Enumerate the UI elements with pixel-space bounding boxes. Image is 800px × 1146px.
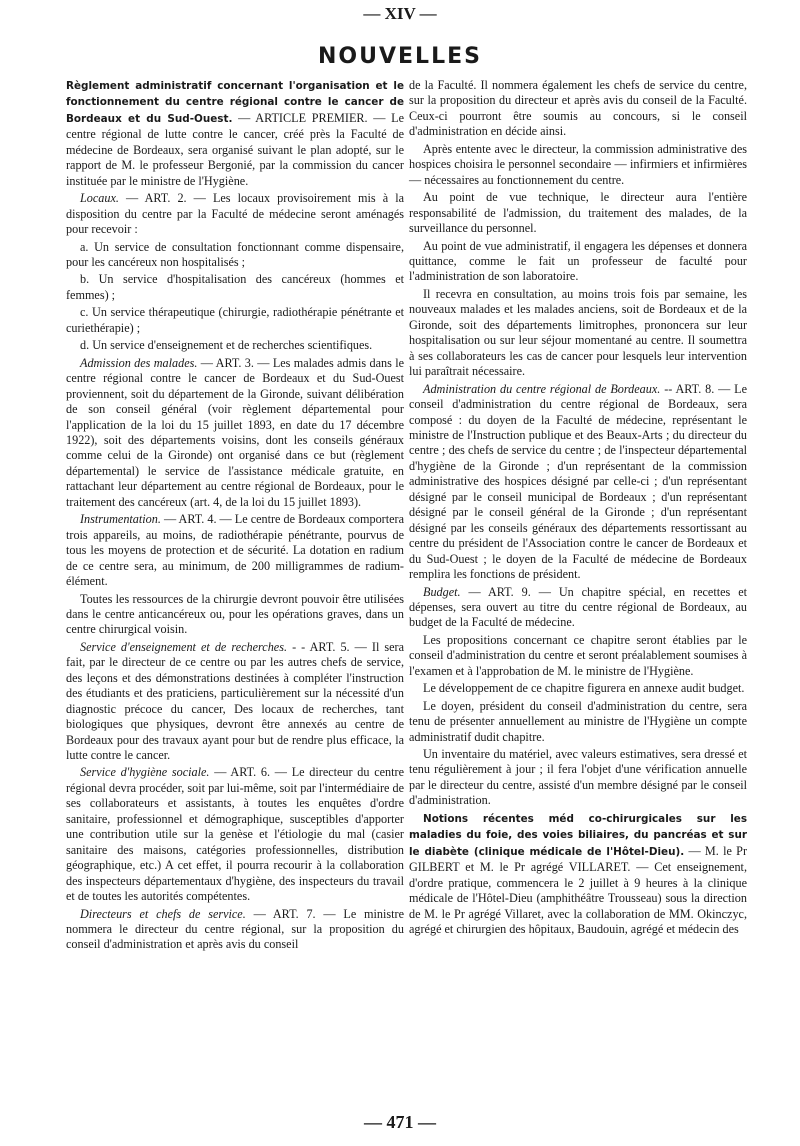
paragraph bbox=[66, 191, 404, 237]
paragraph: Toutes les ressources de la chirurgie devront pouvoir être utilisées dans le centre anticancéreux ou, pour les opérations graves, dans un centre chirurgical voisin. bbox=[66, 591, 404, 637]
paragraph: d. Un service d'enseignement et de recherches scientifiques. bbox=[80, 338, 373, 353]
paragraph bbox=[66, 512, 404, 589]
article-heading: Notions récentes méd co-chirurgicales sur les maladies du foie, des voies biliaires, du pancréas et sur le diabète (clinique médicale de l'Hôtel-Dieu). bbox=[409, 812, 747, 858]
paragraph-text: — ART. 6. — Le directeur du centre régional devra procéder, soit par lui-même, soit par l'intermédiaire de ses collaborateurs et assistants, à toutes les enquêtes d'ordre sanitaire, professionnel et démographique, susceptibles d'apporter une contribution utile sur la genèse et l'étiologie du mal (casier sanitaire des maisons, catégories professionnelles, distribution géographique, etc.) A cet effet, il pourra recourir à la collaboration des inspecteurs départementaux d'hygiène, des inspecteurs du travail et de toutes les autorités compétentes. bbox=[66, 765, 404, 904]
paragraph: Au point de vue administratif, il engagera les dépenses et donnera quittance, comme le fait un professeur de faculté pour l'administration de son laboratoire. bbox=[409, 238, 747, 284]
paragraph-text: — ART. 4. — Le centre de Bordeaux comportera trois appareils, au moins, de radiothérapie pénétrante, pourvus de tous les moyens de protection et de sécurité. La dotation en radium de ce centre sera, au minimum, de 200 milligrammes de radium-élément. bbox=[66, 512, 404, 589]
section-title: NOUVELLES bbox=[318, 44, 482, 69]
section-label: Instrumentation. bbox=[80, 512, 161, 527]
article-label: — ARTICLE PREMIER. — bbox=[232, 110, 392, 125]
paragraph: Le développement de ce chapitre figurera en annexe audit budget. bbox=[423, 681, 745, 696]
paragraph-text: Le centre régional de lutte contre le cancer, créé près la Faculté de médecine de Bordeaux, sera organisé suivant le plan adopté, sur le rapport de M. le professeur Bergonié, par la commission du cancer instituée par le ministre de l'Hygiène. bbox=[66, 110, 404, 188]
paragraph bbox=[66, 640, 404, 764]
paragraph: Les propositions concernant ce chapitre seront établies par le conseil d'administration du centre et seront préalablement soumises à l'examen et à l'approbation de M. le ministre de l'Hygiène. bbox=[409, 632, 747, 678]
paragraph: c. Un service thérapeutique (chirurgie, radiothérapie pénétrante et curiethérapie) ; bbox=[66, 305, 404, 335]
paragraph: a. Un service de consultation fonctionnant comme dispensaire, pour les cancéreux non hospitalisés ; bbox=[66, 239, 404, 269]
paragraph bbox=[66, 765, 404, 904]
paragraph bbox=[66, 907, 404, 953]
article-heading: Règlement administratif concernant l'organisation et le fonctionnement du centre régional contre le cancer de Bordeaux et du Sud-Ouest. bbox=[66, 80, 404, 125]
paragraph-text: — ART. 7. — Le ministre nommera le directeur du centre régional, sur la proposition du conseil d'administration et après avis du conseil bbox=[66, 906, 404, 952]
paragraph-text: - - ART. 5. — Il sera fait, par le directeur de ce centre ou par les autres chefs de service, des leçons et des démonstrations destinées à compléter l'instruction des étudiants et des praticiens, particulièrement sur la nécessité d'un diagnostic précoce du cancer, Des locaux de recherches, tant biologiques que physiques, devront être annexés au centre de Bordeaux pour des travaux ayant pour but de rendre plus efficace, la lutte contre le cancer. bbox=[66, 639, 405, 763]
section-label: Administration du centre régional de Bordeaux. bbox=[423, 381, 661, 396]
section-label: Locaux. bbox=[80, 191, 119, 206]
paragraph: b. Un service d'hospitalisation des cancéreux (hommes et femmes) ; bbox=[66, 272, 404, 302]
paragraph-text: — ART. 3. — Les malades admis dans le centre régional contre le cancer de Bordeaux et du Sud-Ouest proviennent, soit du département de la Gironde, suivant délibération de son conseil général (voir règlement départemental pour l'application de la loi du 15 juillet 1893, en date du 17 décembre 1922), soit des départements voisins, dont les conseils généraux comme celui de la Gironde) ont organisé dans ce but (règlement départemental) le service de l'assistance médicale gratuite, en rattachant leur département au centre régional de Bordeaux, pour le traitement des cancéreux (art. 4, de la loi du 15 juillet 1893). bbox=[66, 355, 405, 509]
paragraph-text: -- ART. 8. — Le conseil d'administration du centre régional de Bordeaux, sera composé : du doyen de la Faculté de médecine, représentant le ministre de l'Instruction publique et des Beaux-Arts ; du directeur du centre ; des chefs de service du centre ; de l'inspecteur départemental d'hygiène de la Gironde ; d'un représentant de la commission administrative des hospices désigné par celle-ci ; d'un représentant désigné par le conseil municipal de Bordeaux ; d'un représentant désigné par le conseil général de la Gironde ; d'un représentant désigné par les conseils généraux des départements ressortissant au centre du président de l'Association contre le cancer de Bordeaux et du Sud-Ouest ; le doyen de la Faculté de médecine de Bordeaux remplira les fonctions de président. bbox=[409, 381, 747, 582]
paragraph bbox=[409, 585, 747, 631]
paragraph: Il recevra en consultation, au moins trois fois par semaine, les nouveaux malades et les malades anciens, soit de Bordeaux et de la Gironde, soit des départements limitrophes, prononcera sur leur hospitalisation ou sur leur séjour momentané au centre. Il soumettra à ses collaborateurs les cas de cancer pour lesquels leur intervention lui paraîtrait nécessaire. bbox=[409, 286, 747, 379]
paragraph bbox=[409, 811, 747, 938]
right-column bbox=[409, 78, 747, 939]
section-label: Service d'hygiène sociale. bbox=[80, 765, 210, 780]
left-column bbox=[66, 78, 404, 955]
paragraph bbox=[66, 356, 404, 511]
section-label: Admission des malades. bbox=[80, 355, 198, 370]
paragraph: Un inventaire du matériel, avec valeurs estimatives, sera dressé et tenu régulièrement à jour ; il fera l'objet d'une vérification annuelle par le directeur du centre, assisté d'un membre désigné par le conseil d'administration. bbox=[409, 747, 747, 808]
section-label: Service d'enseignement et de recherches. bbox=[80, 639, 288, 654]
paragraph: de la Faculté. Il nommera également les chefs de service du centre, sur la proposition du directeur et après avis du conseil de la Faculté. Ceux-ci pourront être soumis au concours, si le conseil d'administration en décide ainsi. bbox=[409, 78, 747, 139]
paragraph bbox=[409, 382, 747, 583]
paragraph: Après entente avec le directeur, la commission administrative des hospices choisira le personnel secondaire — infirmiers et infirmières — nécessaires au fonctionnement du centre. bbox=[409, 141, 747, 187]
paragraph-text: — ART. 9. — Un chapitre spécial, en recettes et dépenses, sera ouvert au titre du centre régional de Bordeaux, au budget de la Faculté de médecine. bbox=[409, 584, 747, 630]
page-number: — 471 — bbox=[364, 1112, 436, 1132]
paragraph bbox=[66, 78, 404, 189]
section-label: Directeurs et chefs de service. bbox=[80, 906, 246, 921]
paragraph-text: — M. le Pr GILBERT et M. le Pr agrégé VILLARET. — Cet enseignement, d'ordre pratique, commencera le 2 juillet à 9 heures à la clinique médicale de l'Hôtel-Dieu (amphithéâtre Trousseau) sous la direction de M. le Pr agrégé Villaret, avec la collaboration de MM. Okinczyc, agrégé et chirurgien des hôpitaux, Baudouin, agrégé et médecin des bbox=[409, 843, 748, 937]
page-header-numeral: — XIV — bbox=[363, 4, 437, 23]
paragraph-text: — ART. 2. — Les locaux provisoirement mis à la disposition du centre par la Faculté de médecine seront aménagés pour recevoir : bbox=[66, 191, 404, 237]
section-label: Budget. bbox=[423, 584, 461, 599]
paragraph: Au point de vue technique, le directeur aura l'entière responsabilité de l'admission, du traitement des malades, de la surveillance du personnel. bbox=[409, 190, 747, 236]
paragraph: Le doyen, président du conseil d'administration du centre, sera tenu de présenter annuellement au ministre de l'Hygiène un compte administratif dudit chapitre. bbox=[409, 698, 747, 744]
